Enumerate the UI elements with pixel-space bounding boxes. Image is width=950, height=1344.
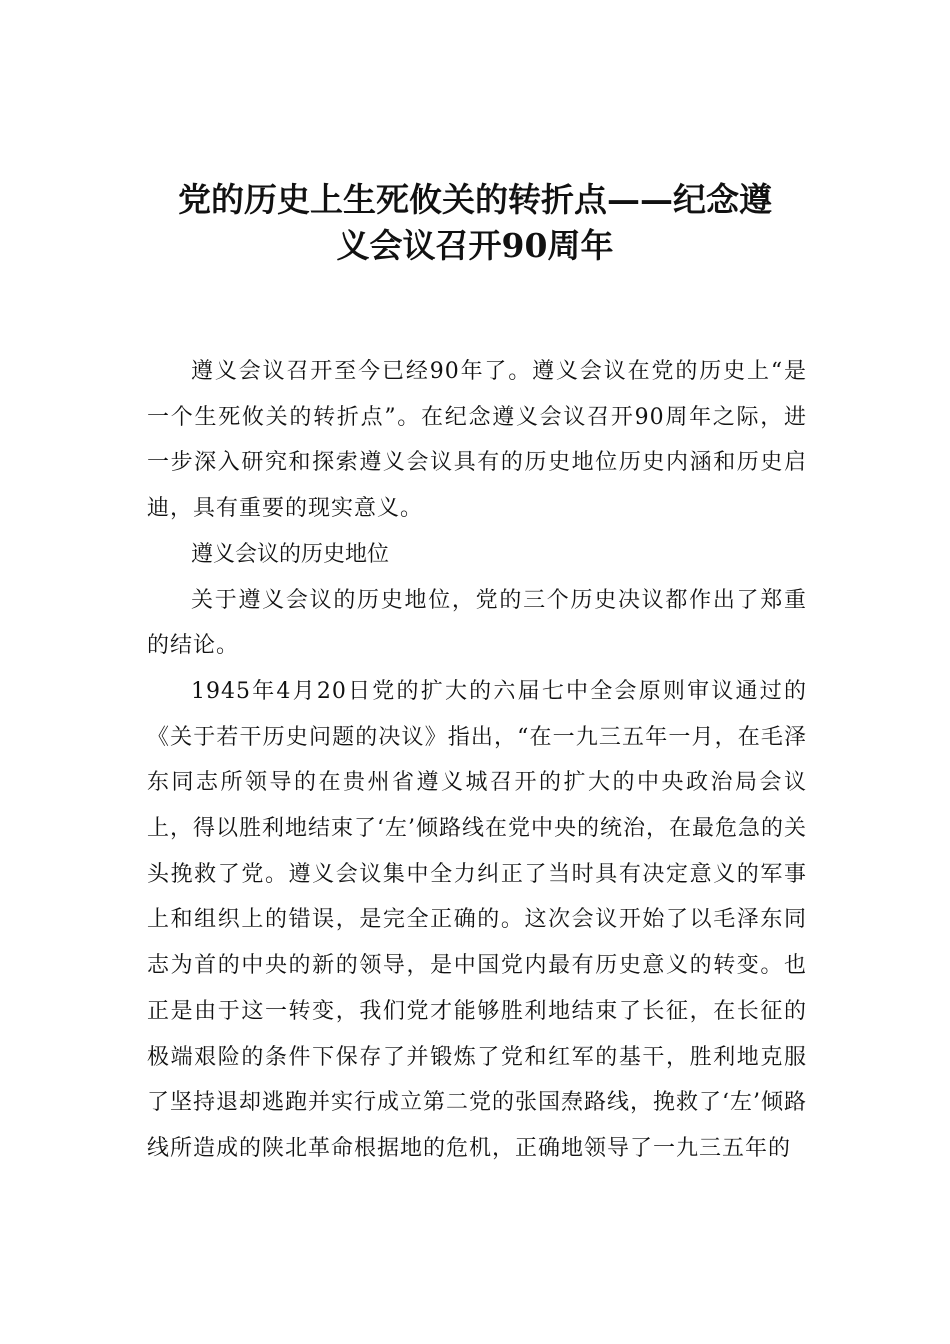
paragraph-1945-resolution: 1945年4月20日党的扩大的六届七中全会原则审议通过的《关于若干历史问题的决议》指出，“在一九三五年一月，在毛泽东同志所领导的在贵州省遵义城召开的扩大的中央政治局会议上，得以胜利地结束了‘左’倾路线在党中央的统治，在最危急的关头挽救了党。遵义会议集中全力纠正了当时具有决定意义的军事上和组织上的错误，是完全正确的。这次会议开始了以毛泽东同志为首的中央的新的领导，是中国党内最有历史意义的转变。也正是由于这一转变，我们党才能够胜利地结束了长征，在长征的极端艰险的条件下保存了并锻炼了党和红军的基干，胜利地克服了坚持退却逃跑并实行成立第二党的张国焘路线，挽救了‘左’倾路线所造成的陕北革命根据地的危机，正确地领导了一九三五年的 xyxy=(147,678,807,1161)
document-body xyxy=(147,349,807,1172)
document-title-line-2: 义会议召开90周年 xyxy=(336,226,614,265)
document-title-line-1: 党的历史上生死攸关的转折点——纪念遵 xyxy=(178,180,772,219)
paragraph-resolutions: 关于遵义会议的历史地位，党的三个历史决议都作出了郑重的结论。 xyxy=(147,587,807,659)
paragraph-intro: 遵义会议召开至今已经90年了。遵义会议在党的历史上“是一个生死攸关的转折点”。在纪念遵义会议召开90周年之际，进一步深入研究和探索遵义会议具有的历史地位历史内涵和历史启迪，具有重要的现实意义。 xyxy=(147,359,807,522)
section-heading: 遵义会议的历史地位 xyxy=(191,541,390,567)
